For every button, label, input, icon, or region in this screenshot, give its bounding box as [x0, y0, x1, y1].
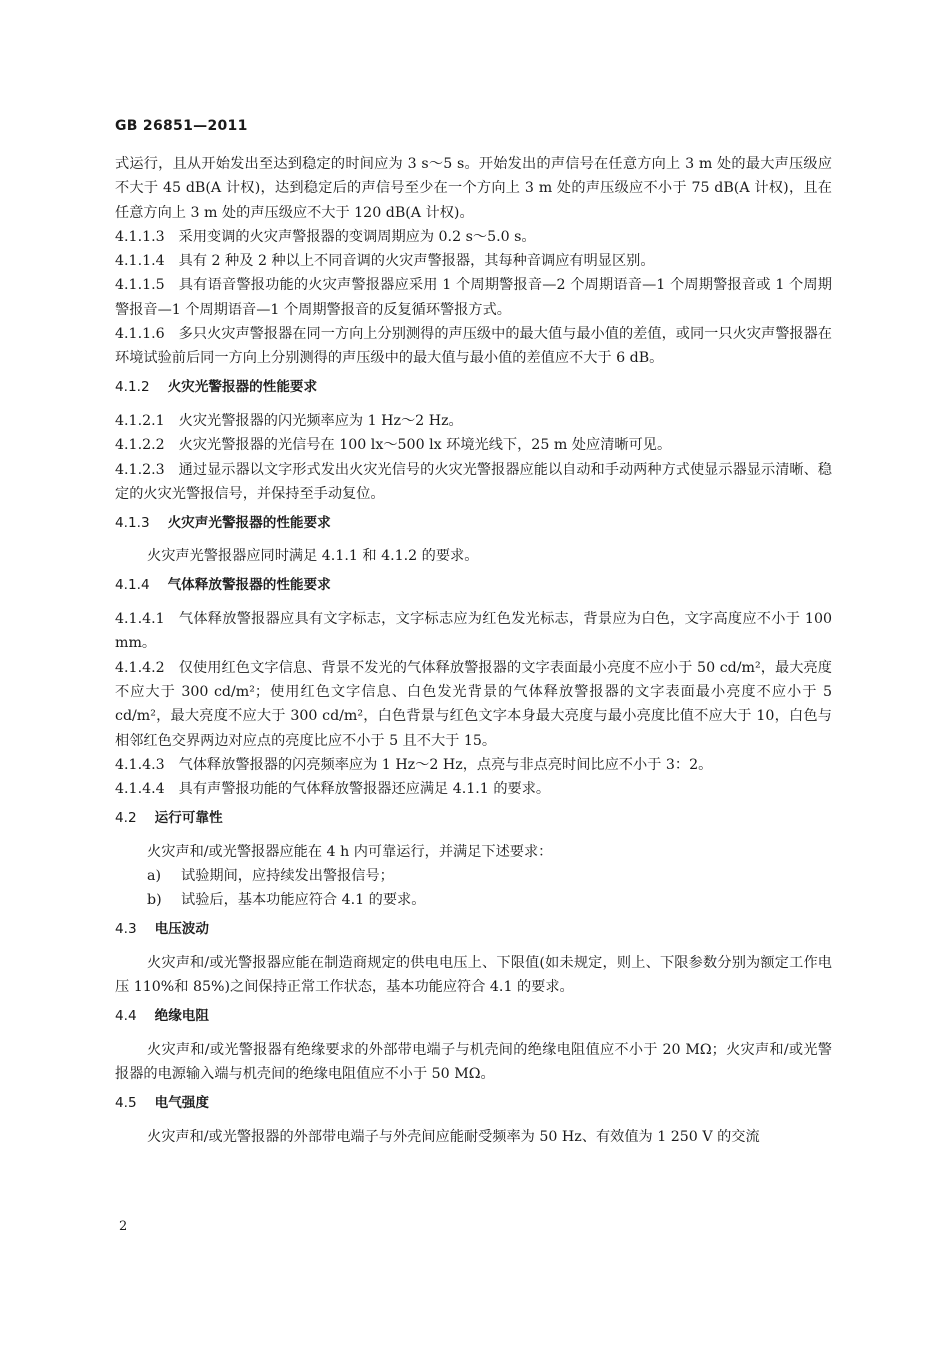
paragraph-text: 电气强度 — [154, 1094, 209, 1111]
clause-paragraph — [115, 753, 832, 777]
paragraph-text: 火灾声和/或光警报器的外部带电端子与外壳间应能耐受频率为 50 Hz、有效值为 1 250 V 的交流 — [147, 1128, 760, 1145]
paragraph-text: 试验后，基本功能应符合 4.1 的要求。 — [181, 892, 426, 909]
paragraph-text: 气体释放警报器的性能要求 — [167, 577, 331, 594]
paragraph-text: 具有声警报功能的气体释放警报器还应满足 4.1.1 的要求。 — [178, 781, 551, 798]
standard-number: GB 26851—2011 — [115, 118, 248, 134]
section-heading — [115, 806, 832, 830]
paragraph-text: 具有 2 种及 2 种以上不同音调的火灾声警报器，其每种音调应有明显区别。 — [178, 253, 655, 270]
paragraph-text: 火灾声和/或光警报器有绝缘要求的外部带电端子与机壳间的绝缘电阻值应不小于 20 MΩ；火灾声和/或光警报器的电源输入端与机壳间的绝缘电阻值应不小于 50 MΩ。 — [115, 1041, 832, 1083]
body-paragraph — [115, 152, 832, 225]
section-heading — [115, 573, 832, 597]
body-paragraph — [115, 840, 832, 864]
list-label: a) — [147, 868, 161, 885]
clause-number: 4.3 — [115, 921, 137, 938]
paragraph-text: 仅使用红色文字信息、背景不发光的气体释放警报器的文字表面最小亮度不应小于 50 cd/m²，最大亮度不应大于 300 cd/m²；使用红色文字信息、白色发光背景的气体释放警报器的文字表面最小亮度不应小于 5 cd/m²，最大亮度不应大于 300 cd/m²，白色背景与红色文字本身最大亮度与最小亮度比值不应大于 10，白色与相邻红色交界两边对应点的亮度比应不小于 5 且不大于 15。 — [115, 659, 832, 749]
paragraph-text: 火灾声光警报器的性能要求 — [167, 514, 331, 531]
clause-number: 4.1.4 — [115, 577, 150, 594]
clause-number: 4.1.2 — [115, 379, 150, 396]
section-heading — [115, 1091, 832, 1115]
section-heading — [115, 375, 832, 399]
paragraph-text: 具有语音警报功能的火灾声警报器应采用 1 个周期警报音—2 个周期语音—1 个周期警报音或 1 个周期警报音—1 个周期语音—1 个周期警报音的反复循环警报方式。 — [115, 277, 832, 318]
clause-number: 4.1.1.6 — [115, 326, 165, 343]
paragraph-text: 火灾声和/或光警报器应能在制造商规定的供电电压上、下限值(如未规定，则上、下限参数分别为额定工作电压 110%和 85%)之间保持正常工作状态，基本功能应符合 4.1 的要求。 — [115, 954, 832, 996]
clause-number: 4.1.2.2 — [115, 437, 165, 454]
paragraph-text: 火灾声和/或光警报器应能在 4 h 内可靠运行，并满足下述要求： — [147, 843, 553, 860]
clause-number: 4.4 — [115, 1008, 137, 1024]
paragraph-text: 式运行，且从开始发出至达到稳定的时间应为 3 s～5 s。开始发出的声信号在任意方向上 3 m 处的最大声压级应不大于 45 dB(A 计权)，达到稳定后的声信号至少在一个方向上 3 m 处的声压级应不小于 75 dB(A 计权)，且在任意方向上 3 m 处的声压级应不大于 120 dB(A 计权)。 — [115, 156, 832, 221]
paragraph-text: 火灾声光警报器应同时满足 4.1.1 和 4.1.2 的要求。 — [147, 548, 479, 565]
clause-number: 4.1.2.3 — [115, 461, 165, 478]
body-paragraph — [115, 951, 832, 1000]
clause-paragraph — [115, 273, 832, 322]
section-heading — [115, 917, 832, 941]
paragraph-text: 火灾光警报器的闪光频率应为 1 Hz～2 Hz。 — [178, 412, 463, 429]
paragraph-text: 火灾光警报器的光信号在 100 lx～500 lx 环境光线下，25 m 处应清晰可见。 — [178, 437, 672, 454]
clause-paragraph — [115, 322, 832, 371]
paragraph-text: 通过显示器以文字形式发出火灾光信号的火灾光警报器应能以自动和手动两种方式使显示器显示清晰、稳定的火灾光警报信号，并保持至手动复位。 — [115, 461, 832, 502]
section-heading — [115, 511, 832, 535]
clause-paragraph — [115, 409, 832, 433]
clause-paragraph — [115, 458, 832, 507]
clause-number: 4.2 — [115, 809, 137, 826]
clause-number: 4.1.2.1 — [115, 412, 165, 429]
list-item — [115, 888, 832, 912]
clause-number: 4.1.4.3 — [115, 756, 165, 773]
paragraph-text: 气体释放警报器应具有文字标志，文字标志应为红色发光标志，背景应为白色，文字高度应不小于 100 mm。 — [115, 611, 832, 652]
clause-number: 4.1.4.4 — [115, 781, 165, 798]
clause-paragraph — [115, 777, 832, 801]
paragraph-text: 电压波动 — [154, 921, 209, 938]
paragraph-text: 多只火灾声警报器在同一方向上分别测得的声压级中的最大值与最小值的差值，或同一只火灾声警报器在环境试验前后同一方向上分别测得的声压级中的最大值与最小值的差值应不大于 6 dB。 — [115, 326, 832, 367]
list-label: b) — [147, 892, 162, 909]
document-body — [115, 152, 832, 1149]
body-paragraph — [115, 1125, 832, 1149]
section-heading — [115, 1004, 832, 1028]
paragraph-text: 火灾光警报器的性能要求 — [167, 379, 318, 396]
body-paragraph — [115, 1038, 832, 1087]
list-item — [115, 864, 832, 888]
clause-number: 4.1.4.2 — [115, 659, 165, 676]
clause-paragraph — [115, 433, 832, 457]
paragraph-text: 试验期间，应持续发出警报信号； — [181, 868, 394, 885]
body-paragraph — [115, 544, 832, 568]
paragraph-text: 气体释放警报器的闪亮频率应为 1 Hz～2 Hz，点亮与非点亮时间比应不小于 3：2。 — [178, 756, 713, 773]
clause-number: 4.1.1.4 — [115, 253, 165, 270]
clause-number: 4.1.1.5 — [115, 277, 165, 294]
paragraph-text: 运行可靠性 — [154, 809, 223, 826]
paragraph-text: 采用变调的火灾声警报器的变调周期应为 0.2 s～5.0 s。 — [178, 228, 536, 245]
clause-paragraph — [115, 656, 832, 753]
clause-number: 4.5 — [115, 1094, 137, 1111]
clause-number: 4.1.3 — [115, 514, 150, 531]
page-number: 2 — [119, 1219, 128, 1234]
paragraph-text: 绝缘电阻 — [154, 1008, 209, 1024]
clause-paragraph — [115, 607, 832, 656]
clause-paragraph — [115, 225, 832, 249]
clause-number: 4.1.4.1 — [115, 611, 165, 628]
clause-number: 4.1.1.3 — [115, 228, 165, 245]
clause-paragraph — [115, 249, 832, 273]
